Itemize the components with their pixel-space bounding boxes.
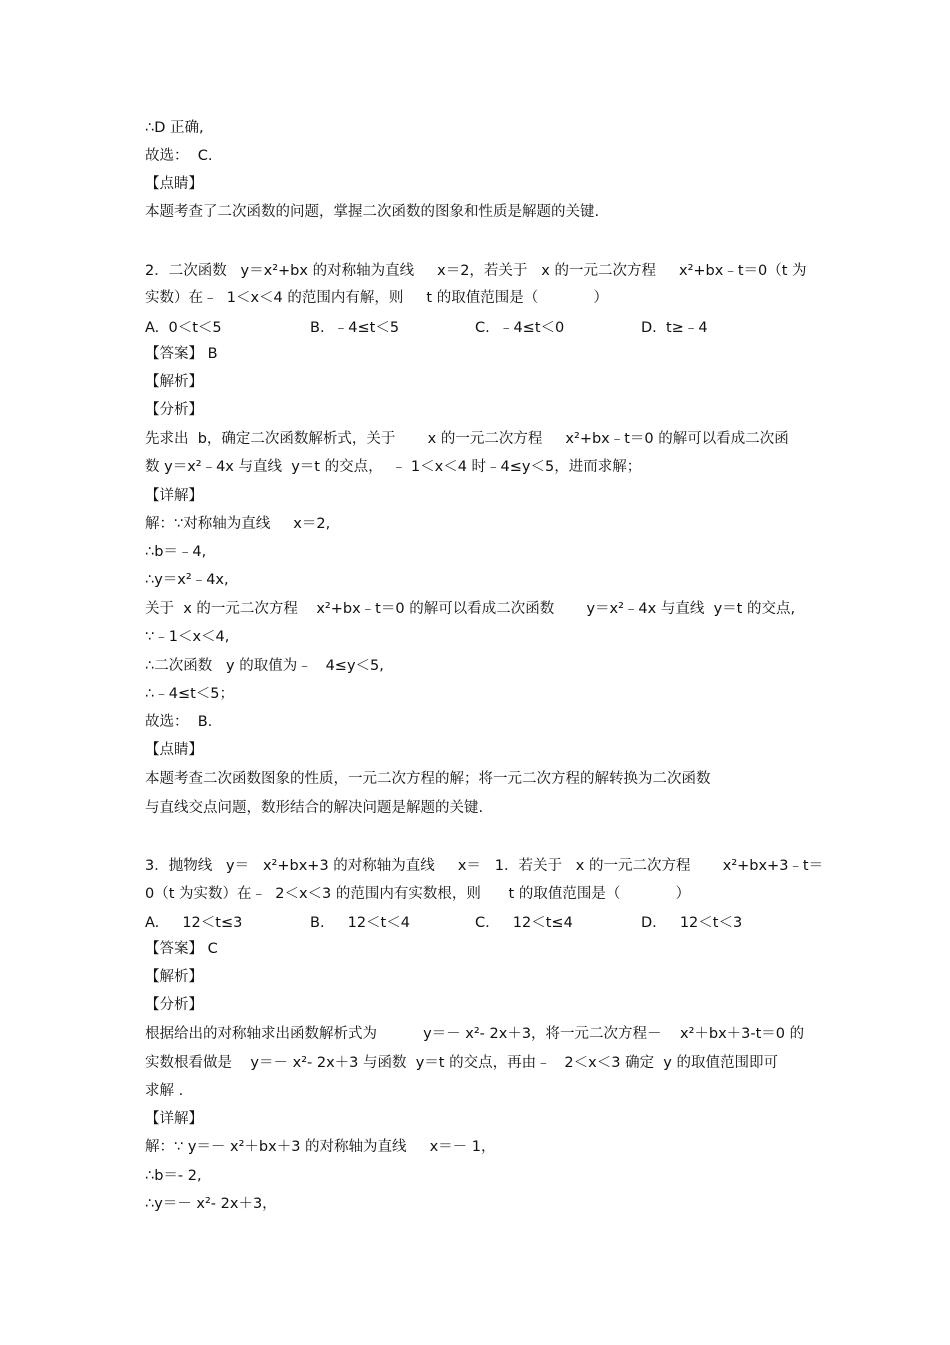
q2-option-c: C. ﹣4≤t＜0 — [475, 320, 565, 336]
q2-answer: 【答案】 B — [145, 346, 218, 362]
q2-step: ∴﹣4≤t＜5； — [145, 686, 235, 702]
q3-option-d: D. 12＜t＜3 — [641, 915, 743, 931]
q2-step: 解：∵对称轴为直线 x＝2, — [145, 516, 331, 532]
q2-detail-tag: 【详解】 — [145, 488, 203, 504]
q2-step: ∴y＝x²﹣4x, — [145, 572, 229, 588]
q2-comment-line2: 与直线交点问题，数形结合的解决问题是解题的关键. — [145, 800, 484, 816]
q3-option-b: B. 12＜t＜4 — [310, 915, 410, 931]
q3-fenxi-line1: 根据给出的对称轴求出函数解析式为 y＝－ x²- 2x＋3，将一元二次方程－ x²＋bx＋3-t＝0 的 — [145, 1026, 805, 1042]
q2-options — [145, 318, 805, 338]
q2-stem-line1: 2．二次函数 y＝x²+bx 的对称轴为直线 x＝2，若关于 x 的一元二次方程 x²+bx﹣t＝0（t 为 — [145, 263, 807, 279]
prev-choice: 故选： C. — [145, 148, 213, 164]
q3-stem-line2: 0（t 为实数）在﹣ 2＜x＜3 的范围内有实数根，则 t 的取值范围是（ ） — [145, 886, 691, 902]
q2-fenxi-line2: 数 y＝x²﹣4x 与直线 y＝t 的交点， ﹣ 1＜x＜4 时﹣4≤y＜5，进而求解； — [145, 459, 642, 475]
q2-step: ∵﹣1＜x＜4, — [145, 629, 230, 645]
prev-comment-tag: 【点睛】 — [145, 176, 203, 192]
q2-option-d: D. t≥﹣4 — [641, 320, 708, 336]
q3-option-c: C. 12＜t≤4 — [475, 915, 573, 931]
q3-option-a: A. 12＜t≤3 — [145, 915, 243, 931]
q2-fenxi-line1: 先求出 b，确定二次函数解析式，关于 x 的一元二次方程 x²+bx﹣t＝0 的解可以看成二次函 — [145, 431, 789, 447]
q2-analysis-tag: 【解析】 — [145, 374, 203, 390]
q2-option-a: A. 0＜t＜5 — [145, 320, 222, 336]
q2-fenxi-tag: 【分析】 — [145, 402, 203, 418]
q2-comment-line1: 本题考查二次函数图象的性质，一元二次方程的解；将一元二次方程的解转换为二次函数 — [145, 771, 711, 787]
q3-fenxi-tag: 【分析】 — [145, 997, 203, 1013]
q2-step: 关于 x 的一元二次方程 x²+bx﹣t＝0 的解可以看成二次函数 y＝x²﹣4x 与直线 y＝t 的交点, — [145, 601, 796, 617]
q3-stem-line1: 3．抛物线 y＝ x²+bx+3 的对称轴为直线 x＝ 1．若关于 x 的一元二次方程 x²+bx+3﹣t＝ — [145, 858, 824, 874]
q2-stem-line2: 实数）在﹣ 1＜x＜4 的范围内有解，则 t 的取值范围是（ ） — [145, 290, 609, 306]
prev-conclusion: ∴D 正确, — [145, 120, 204, 136]
q3-fenxi-line3: 求解 . — [145, 1083, 184, 1099]
q2-step: ∴二次函数 y 的取值为﹣ 4≤y＜5, — [145, 658, 384, 674]
q2-option-b: B. ﹣4≤t＜5 — [310, 320, 400, 336]
q3-detail-tag: 【详解】 — [145, 1111, 203, 1127]
q3-answer: 【答案】 C — [145, 941, 218, 957]
q3-options — [145, 913, 805, 933]
q3-step: ∴y＝－ x²- 2x＋3， — [145, 1196, 277, 1212]
q2-step: ∴b＝﹣4, — [145, 544, 207, 560]
prev-comment: 本题考查了二次函数的问题，掌握二次函数的图象和性质是解题的关键. — [145, 204, 600, 220]
q2-comment-tag: 【点睛】 — [145, 742, 203, 758]
q3-step: ∴b＝- 2, — [145, 1168, 202, 1184]
q3-analysis-tag: 【解析】 — [145, 969, 203, 985]
q3-fenxi-line2: 实数根看做是 y＝－ x²- 2x＋3 与函数 y＝t 的交点，再由﹣ 2＜x＜3 确定 y 的取值范围即可 — [145, 1055, 778, 1071]
q2-step: 故选： B. — [145, 714, 213, 730]
q3-step: 解：∵ y＝－ x²＋bx＋3 的对称轴为直线 x＝－ 1， — [145, 1139, 496, 1155]
